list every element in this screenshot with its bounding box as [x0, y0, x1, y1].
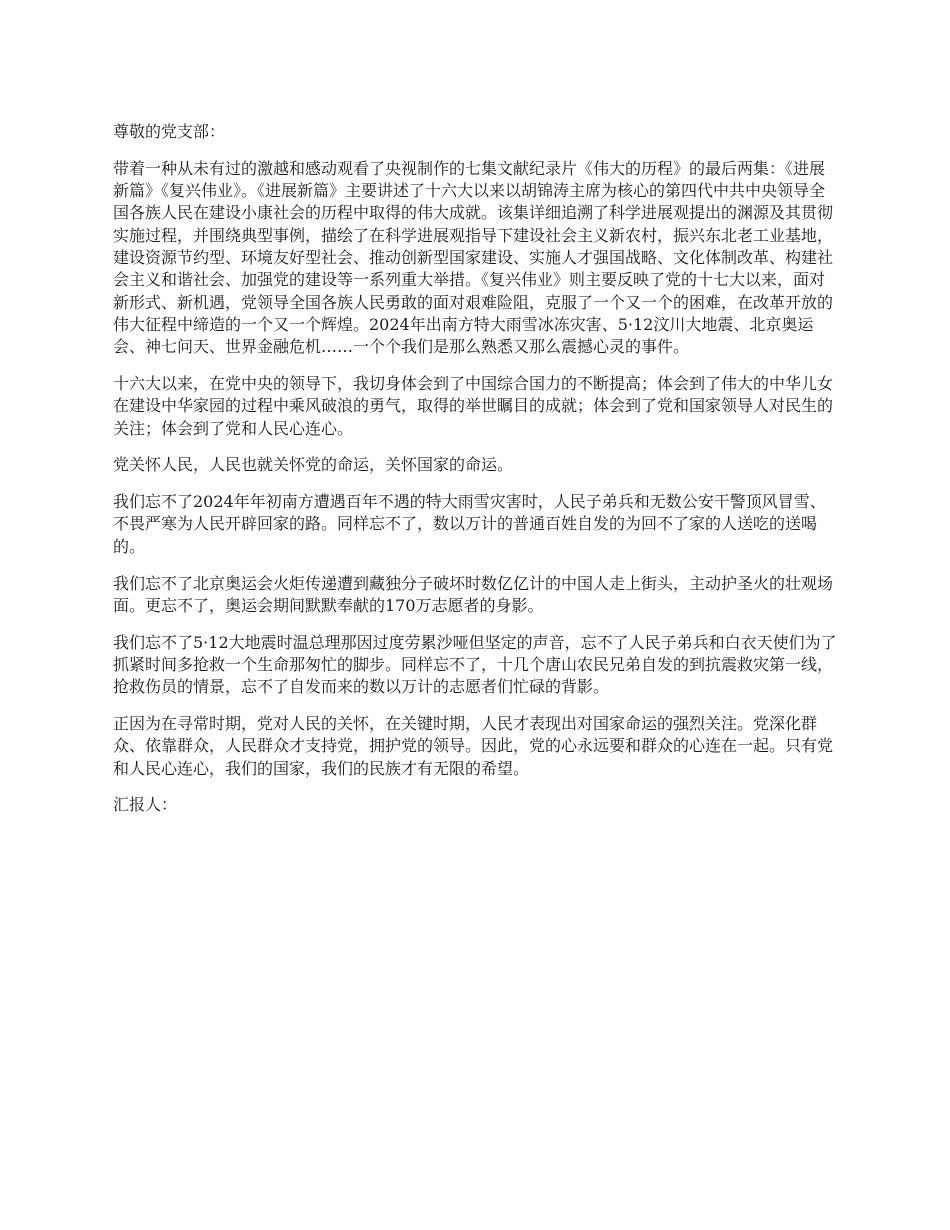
paragraph: 我们忘不了5·12大地震时温总理那因过度劳累沙哑但坚定的声音，忘不了人民子弟兵和白衣天使们为了抓紧时间多抢救一个生命那匆忙的脚步。同样忘不了，十几个唐山农民兄弟自发的到抗震救灾第一线，抢救伤员的情景，忘不了自发而来的数以万计的志愿者们忙碌的背影。: [113, 632, 837, 697]
paragraph: 我们忘不了2024年年初南方遭遇百年不遇的特大雨雪灾害时，人民子弟兵和无数公安干警顶风冒雪、不畏严寒为人民开辟回家的路。同样忘不了，数以万计的普通百姓自发的为回不了家的人送吃的送喝的。: [113, 492, 826, 556]
paragraph: 带着一种从未有过的激越和感动观看了央视制作的七集文献纪录片《伟大的历程》的最后两集：《进展新篇》《复兴伟业》。《进展新篇》主要讲述了十六大以来以胡锦涛主席为核心的第四代中共中央领导全国各族人民在建设小康社会的历程中取得的伟大成就。该集详细追溯了科学进展观提出的渊源及其贯彻实施过程，并围绕典型事例，描绘了在科学进展观指导下建设社会主义新农村，振兴东北老工业基地，建设资源节约型、环境友好型社会、推动创新型国家建设、实施人才强国战略、文化体制改革、构建社会主义和谐社会、加强党的建设等一系列重大举措。《复兴伟业》则主要反映了党的十七大以来，面对新形式、新机遇，党领导全国各族人民勇敢的面对艰难险阻，克服了一个又一个的困难，在改革开放的伟大征程中缔造的一个又一个辉煌。2024年出南方特大雨雪冰冻灾害、5·12汶川大地震、北京奥运会、神七问天、世界金融危机……一个个我们是那么熟悉又那么震撼心灵的事件。: [113, 158, 834, 357]
paragraph: 我们忘不了北京奥运会火炬传递遭到藏独分子破坏时数亿亿计的中国人走上街头，主动护圣火的壮观场面。更忘不了，奥运会期间默默奉献的170万志愿者的身影。: [113, 573, 834, 615]
paragraph: 十六大以来，在党中央的领导下，我切身体会到了中国综合国力的不断提高；体会到了伟大的中华儿女在建设中华家园的过程中乘风破浪的勇气，取得的举世瞩目的成就；体会到了党和国家领导人对民生的关注；体会到了党和人民心连心。: [113, 373, 834, 438]
paragraph: 党关怀人民，人民也就关怀党的命运，关怀国家的命运。: [113, 455, 514, 475]
signature: 汇报人：: [113, 795, 178, 815]
salutation: 尊敬的党支部：: [113, 122, 226, 141]
paragraph: 正因为在寻常时期，党对人民的关怀，在关键时期，人民才表现出对国家命运的强烈关注。党深化群众、依靠群众，人民群众才支持党，拥护党的领导。因此，党的心永远要和群众的心连在一起。只有党和人民心连心，我们的国家，我们的民族才有无限的希望。: [113, 714, 834, 778]
letter-body: [113, 121, 840, 831]
